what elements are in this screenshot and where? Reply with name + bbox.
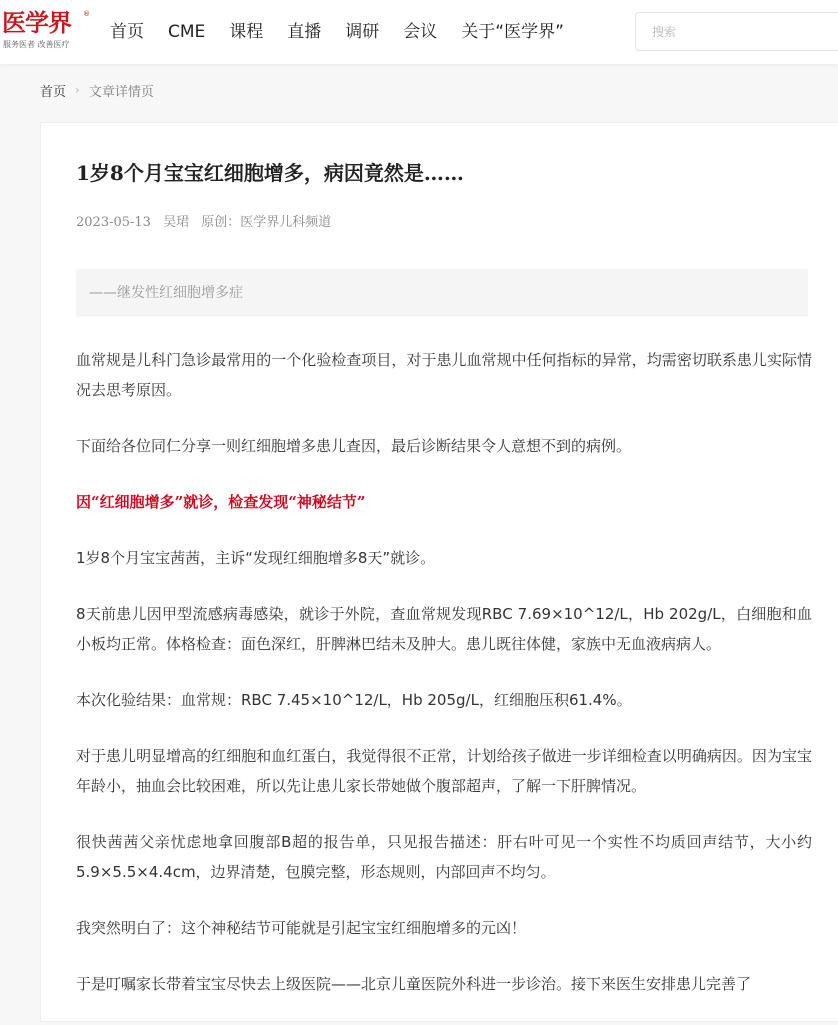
logo-text: 医学界 bbox=[2, 8, 71, 37]
breadcrumb-home[interactable]: 首页 bbox=[40, 84, 67, 100]
article-author: 吴珺 bbox=[163, 215, 190, 230]
logo-tagline: 服务医者 改善医疗 bbox=[3, 40, 70, 49]
article-card bbox=[40, 122, 838, 1022]
nav-item-home[interactable]: 首页 bbox=[110, 22, 144, 42]
article-paragraph: 下面给各位同仁分享一则红细胞增多患儿查因，最后诊断结果令人意想不到的病例。 bbox=[76, 437, 632, 455]
article-title: 1岁8个月宝宝红细胞增多，病因竟然是…… bbox=[76, 161, 464, 185]
article-paragraph: 血常规是儿科门急诊最常用的一个化验检查项目，对于患儿血常规中任何指标的异常，均需密切联系患儿实际情况去思考原因。 bbox=[76, 351, 812, 399]
nav-item-courses[interactable]: 课程 bbox=[229, 22, 264, 42]
nav-item-about[interactable]: 关于“医学界” bbox=[461, 22, 564, 42]
article-paragraph: 本次化验结果：血常规：RBC 7.45×10^12/L，Hb 205g/L，红细胞压积61.4%。 bbox=[76, 691, 632, 709]
nav-item-cme[interactable]: CME bbox=[168, 22, 206, 42]
breadcrumb-chevron-icon: › bbox=[75, 83, 80, 97]
article-section-heading: 因“红细胞增多”就诊，检查发现“神秘结节” bbox=[76, 493, 366, 511]
article-paragraph: 1岁8个月宝宝茜茜，主诉“发现红细胞增多8天”就诊。 bbox=[76, 549, 436, 567]
article-paragraph: 于是叮嘱家长带着宝宝尽快去上级医院——北京儿童医院外科进一步诊治。接下来医生安排患儿完善了 bbox=[76, 975, 752, 993]
article-source: 原创：医学界儿科频道 bbox=[201, 215, 332, 230]
article-summary: ——继发性红细胞增多症 bbox=[76, 269, 808, 317]
article-meta bbox=[76, 214, 339, 232]
nav-item-live[interactable]: 直播 bbox=[287, 22, 322, 42]
article-body bbox=[76, 345, 812, 1025]
article-paragraph: 对于患儿明显增高的红细胞和血红蛋白，我觉得很不正常，计划给孩子做进一步详细检查以明确病因。因为宝宝年龄小，抽血会比较困难，所以先让患儿家长带她做个腹部超声，了解一下肝脾情况。 bbox=[76, 747, 812, 795]
breadcrumb bbox=[40, 80, 154, 100]
article-date: 2023-05-13 bbox=[76, 215, 151, 230]
site-logo[interactable] bbox=[2, 9, 94, 55]
article-paragraph: 很快茜茜父亲忧虑地拿回腹部B超的报告单，只见报告描述：肝右叶可见一个实性不均质回声结节，大小约5.9×5.5×4.4cm，边界清楚，包膜完整，形态规则，内部回声不均匀。 bbox=[76, 833, 812, 881]
search-input[interactable] bbox=[635, 12, 838, 51]
site-header bbox=[0, 0, 838, 64]
main-nav bbox=[110, 0, 588, 64]
article-paragraph: 8天前患儿因甲型流感病毒感染，就诊于外院，查血常规发现RBC 7.69×10^12/L，Hb 202g/L，白细胞和血小板均正常。体格检查：面色深红，肝脾淋巴结未及肿大。患儿既往体健，家族中无血液病病人。 bbox=[76, 605, 812, 653]
logo-registered-mark: ® bbox=[83, 10, 90, 18]
nav-item-survey[interactable]: 调研 bbox=[345, 22, 380, 42]
article-paragraph: 我突然明白了：这个神秘结节可能就是引起宝宝红细胞增多的元凶！ bbox=[76, 919, 527, 937]
nav-item-meetings[interactable]: 会议 bbox=[403, 22, 438, 42]
breadcrumb-current: 文章详情页 bbox=[88, 84, 154, 100]
